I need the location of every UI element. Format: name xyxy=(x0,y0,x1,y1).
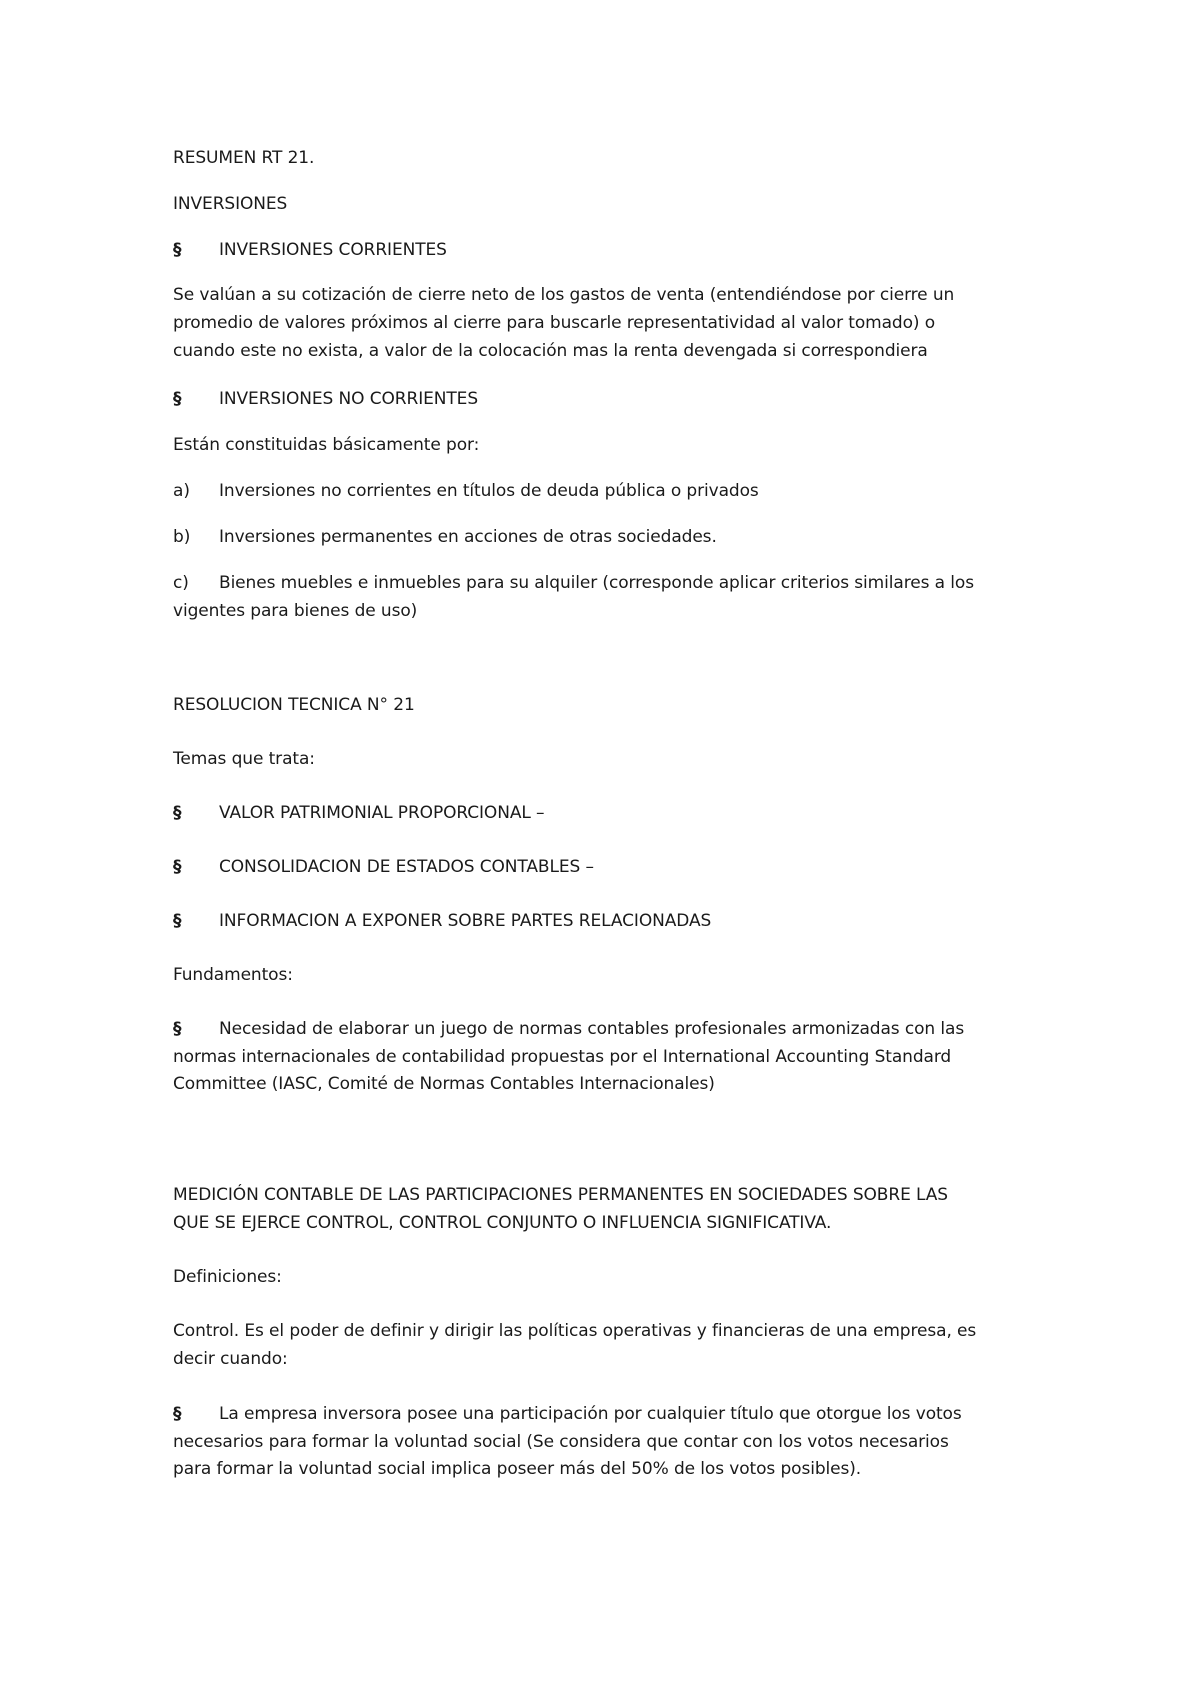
bullet-item-control xyxy=(173,1403,962,1425)
section-bullet-icon: § xyxy=(173,803,182,823)
list-item-c xyxy=(173,572,974,594)
section-bullet-icon: § xyxy=(173,389,182,409)
section-heading-medicion: QUE SE EJERCE CONTROL, CONTROL CONJUNTO O INFLUENCIA SIGNIFICATIVA. xyxy=(173,1213,832,1233)
section-bullet-icon: § xyxy=(173,1404,182,1424)
document-title: RESUMEN RT 21. xyxy=(173,148,315,168)
bullet-item-tema xyxy=(173,856,594,878)
bullet-text: Necesidad de elaborar un juego de normas contables profesionales armonizadas con las xyxy=(219,1019,965,1039)
paragraph-line: Fundamentos: xyxy=(173,965,293,985)
list-label: c) xyxy=(173,573,189,593)
list-text: Inversiones no corrientes en títulos de deuda pública o privados xyxy=(219,481,759,501)
section-bullet-icon: § xyxy=(173,240,182,260)
bullet-item-tema xyxy=(173,910,711,932)
paragraph-line: Definiciones: xyxy=(173,1267,282,1287)
paragraph-line: decir cuando: xyxy=(173,1349,288,1369)
list-label: a) xyxy=(173,481,190,501)
paragraph-line: necesarios para formar la voluntad social (Se considera que contar con los votos necesarios xyxy=(173,1432,949,1452)
bullet-item-tema xyxy=(173,802,544,824)
bullet-item-fundamento xyxy=(173,1018,964,1040)
paragraph-line: para formar la voluntad social implica poseer más del 50% de los votos posibles). xyxy=(173,1459,862,1479)
paragraph-line: Se valúan a su cotización de cierre neto de los gastos de venta (entendiéndose por cierre un xyxy=(173,285,955,305)
list-item-b xyxy=(173,526,717,548)
list-text: Inversiones permanentes en acciones de otras sociedades. xyxy=(219,527,717,547)
paragraph-line: vigentes para bienes de uso) xyxy=(173,601,418,621)
paragraph-line: Están constituidas básicamente por: xyxy=(173,435,480,455)
paragraph-line: normas internacionales de contabilidad propuestas por el International Accounting Standard xyxy=(173,1047,952,1067)
paragraph-line: Control. Es el poder de definir y dirigir las políticas operativas y financieras de una empresa, es xyxy=(173,1321,977,1341)
bullet-text: La empresa inversora posee una participación por cualquier título que otorgue los votos xyxy=(219,1404,962,1424)
section-heading-inversiones: INVERSIONES xyxy=(173,194,288,214)
bullet-text: INVERSIONES NO CORRIENTES xyxy=(219,389,479,409)
list-label: b) xyxy=(173,527,191,547)
paragraph-line: Committee (IASC, Comité de Normas Contables Internacionales) xyxy=(173,1074,715,1094)
section-bullet-icon: § xyxy=(173,857,182,877)
section-heading-resolucion: RESOLUCION TECNICA N° 21 xyxy=(173,695,415,715)
section-bullet-icon: § xyxy=(173,1019,182,1039)
list-text: Bienes muebles e inmuebles para su alquiler (corresponde aplicar criterios similares a los xyxy=(219,573,974,593)
paragraph-line: Temas que trata: xyxy=(173,749,315,769)
paragraph-line: cuando este no exista, a valor de la colocación mas la renta devengada si correspondiera xyxy=(173,341,928,361)
bullet-text: INFORMACION A EXPONER SOBRE PARTES RELACIONADAS xyxy=(219,911,712,931)
bullet-text: VALOR PATRIMONIAL PROPORCIONAL – xyxy=(219,803,545,823)
bullet-text: INVERSIONES CORRIENTES xyxy=(219,240,447,260)
bullet-item-inversiones-no-corrientes xyxy=(173,388,478,410)
section-bullet-icon: § xyxy=(173,911,182,931)
section-heading-medicion: MEDICIÓN CONTABLE DE LAS PARTICIPACIONES PERMANENTES EN SOCIEDADES SOBRE LAS xyxy=(173,1185,948,1205)
bullet-item-inversiones-corrientes xyxy=(173,239,447,261)
list-item-a xyxy=(173,480,759,502)
bullet-text: CONSOLIDACION DE ESTADOS CONTABLES – xyxy=(219,857,594,877)
paragraph-line: promedio de valores próximos al cierre para buscarle representatividad al valor tomado) o xyxy=(173,313,936,333)
